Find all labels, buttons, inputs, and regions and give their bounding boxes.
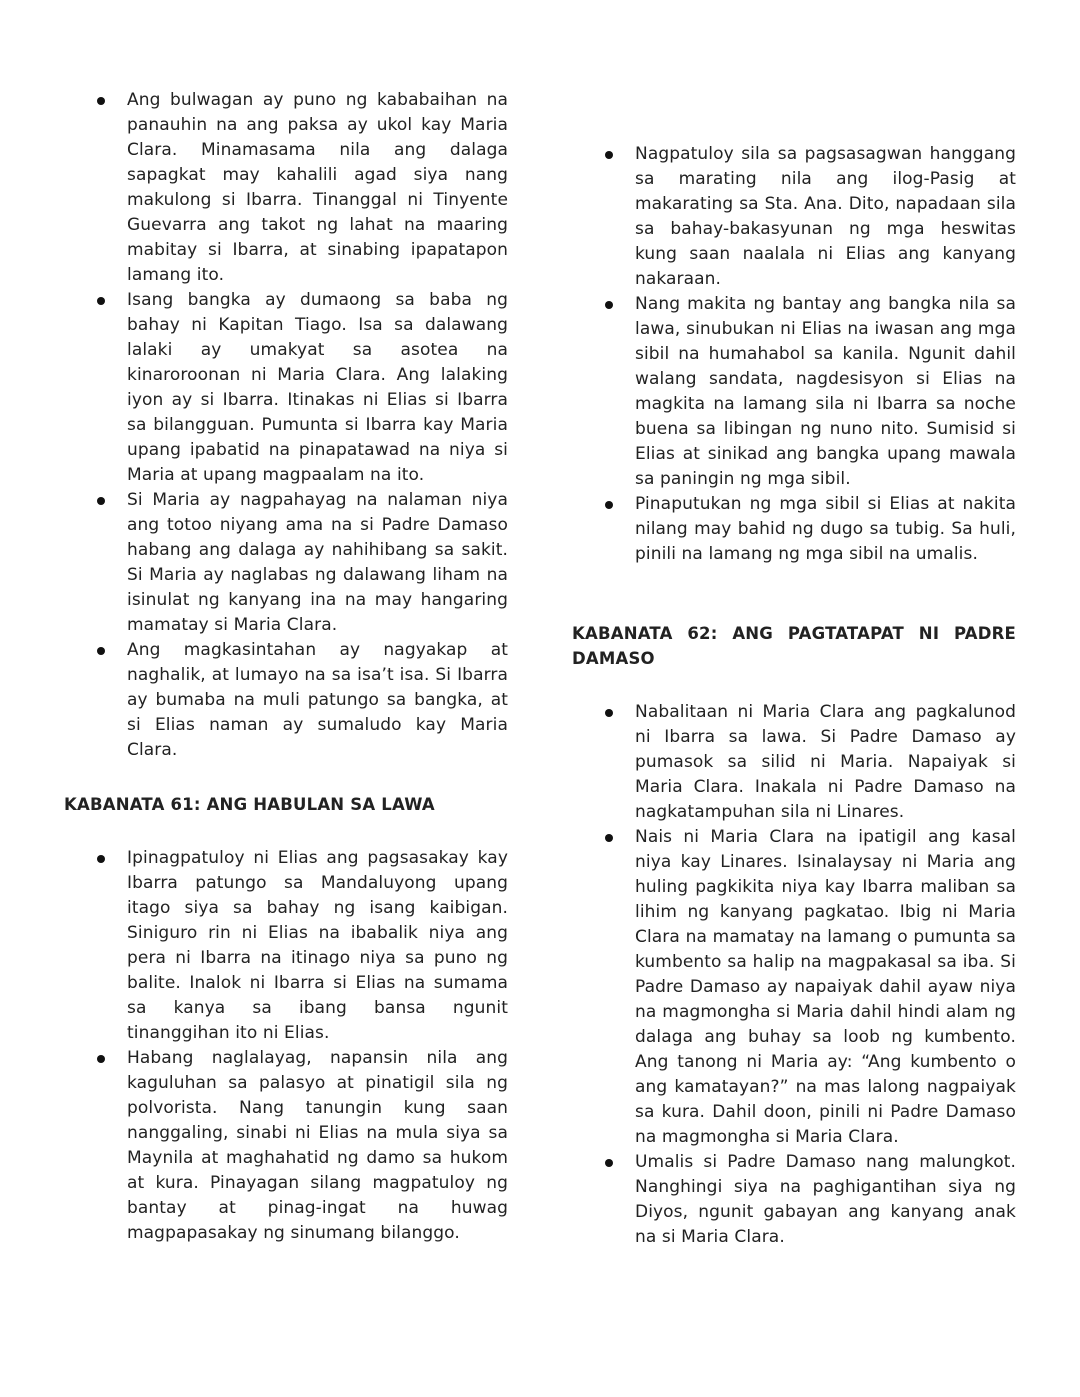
chapter-61-continued-bullet-list xyxy=(572,142,1016,567)
bullet-dot-icon xyxy=(97,1055,105,1063)
list-item xyxy=(64,846,508,1046)
list-item xyxy=(64,288,508,488)
chapter-62-heading: KABANATA 62: ANG PAGTATAPAT NI PADRE DAMASO xyxy=(572,624,1016,668)
list-item xyxy=(572,825,1016,1150)
bullet-dot-icon xyxy=(97,297,105,305)
bullet-dot-icon xyxy=(605,501,613,509)
bullet-dot-icon xyxy=(605,1159,613,1167)
list-item xyxy=(572,142,1016,292)
bullet-dot-icon xyxy=(97,97,105,105)
list-item-text: Umalis si Padre Damaso nang malungkot. Nanghingi siya na paghigantihan siya ng Diyos, ngunit gabayan ang kanyang anak na si Maria Clara. xyxy=(635,1152,1016,1247)
list-item xyxy=(572,492,1016,567)
list-item-text: Ipinagpatuloy ni Elias ang pagsasakay kay Ibarra patungo sa Mandaluyong upang itago siya sa bahay ng isang kaibigan. Siniguro rin ni Elias na ibabalik niya ang pera ni Ibarra na itinago niya sa puno ng balite. Inalok ni Ibarra si Elias na sumama sa kanya sa ibang bansa ngunit tinanggihan ito ni Elias. xyxy=(127,848,508,1043)
list-item xyxy=(572,292,1016,492)
list-item-text: Nagpatuloy sila sa pagsasagwan hanggang sa marating nila ang ilog-Pasig at makarating sa Sta. Ana. Dito, napadaan sila sa bahay-bakasyunan ng mga heswitas kung saan naalala ni Elias ang kanyang nakaraan. xyxy=(635,144,1016,289)
bullet-dot-icon xyxy=(605,301,613,309)
list-item-text: Nais ni Maria Clara na ipatigil ang kasal niya kay Linares. Isinalaysay ni Maria ang huling pagkikita niya kay Ibarra maliban sa lihim ng kanyang pagkatao. Ibig ni Maria Clara na mamatay na lamang o pumunta sa kumbento sa halip na magpakasal sa iba. Si Padre Damaso ay napaiyak dahil ayaw niya na magmongha si Maria dahil hindi alam ng dalaga ang buhay sa loob ng kumbento. Ang tanong ni Maria ay: “Ang kumbento o ang kamatayan?” na mas lalong nagpaiyak sa kura. Dahil doon, pinili ni Padre Damaso na magmongha si Maria Clara. xyxy=(635,827,1016,1147)
list-item-text: Nabalitaan ni Maria Clara ang pagkalunod ni Ibarra sa lawa. Si Padre Damaso ay pumasok sa silid ni Maria. Napaiyak si Maria Clara. Inakala ni Padre Damaso na nagkatampuhan sila ni Linares. xyxy=(635,702,1016,822)
chapter-61-bullet-list xyxy=(64,846,508,1246)
bullet-dot-icon xyxy=(605,151,613,159)
bullet-dot-icon xyxy=(605,834,613,842)
bullet-dot-icon xyxy=(97,855,105,863)
bullet-dot-icon xyxy=(97,497,105,505)
chapter-61-heading: KABANATA 61: ANG HABULAN SA LAWA xyxy=(64,795,435,814)
list-item xyxy=(572,700,1016,825)
left-column xyxy=(64,88,508,1246)
bullet-dot-icon xyxy=(97,647,105,655)
list-item-text: Nang makita ng bantay ang bangka nila sa lawa, sinubukan ni Elias na iwasan ang mga sibil na humahabol sa kanila. Ngunit dahil walang sandata, nagdesisyon si Elias na magkita na lamang sila ni Ibarra sa noche buena sa libingan ng nuno nito. Sumisid si Elias at sinikad ang bangka upang mawala sa paningin ng mga sibil. xyxy=(635,294,1016,489)
right-column xyxy=(572,142,1016,1250)
list-item xyxy=(64,638,508,763)
list-item xyxy=(64,1046,508,1246)
list-item-text: Ang magkasintahan ay nagyakap at naghalik, at lumayo na sa isa’t isa. Si Ibarra ay bumaba na muli patungo sa bangka, at si Elias naman ay sumaludo kay Maria Clara. xyxy=(127,640,508,760)
list-item xyxy=(64,88,508,288)
list-item xyxy=(64,488,508,638)
list-item-text: Ang bulwagan ay puno ng kababaihan na panauhin na ang paksa ay ukol kay Maria Clara. Minamasama nila ang dalaga sapagkat may kahalili agad siya nang makulong si Ibarra. Tinanggal ni Tinyente Guevarra ang takot ng lahat na maaring mabitay si Ibarra, at sinabing ipapatapon lamang ito. xyxy=(127,90,508,285)
list-item-text: Isang bangka ay dumaong sa baba ng bahay ni Kapitan Tiago. Isa sa dalawang lalaki ay umakyat sa asotea na kinaroroonan ni Maria Clara. Ang lalaking iyon ay si Ibarra. Itinakas ni Elias si Ibarra sa bilangguan. Pumunta si Ibarra kay Maria upang ipabatid na pinapatawad na niya si Maria at upang magpaalam na ito. xyxy=(127,290,508,485)
list-item-text: Si Maria ay nagpahayag na nalaman niya ang totoo niyang ama na si Padre Damaso habang ang dalaga ay nahihibang sa sakit. Si Maria ay naglabas ng dalawang liham na isinulat ng kanyang ina na may hangaring mamatay si Maria Clara. xyxy=(127,490,508,635)
chapter-60-bullet-list xyxy=(64,88,508,763)
list-item-text: Pinaputukan ng mga sibil si Elias at nakita nilang may bahid ng dugo sa tubig. Sa huli, pinili na lamang ng mga sibil na umalis. xyxy=(635,494,1016,564)
list-item-text: Habang naglalayag, napansin nila ang kaguluhan sa palasyo at pinatigil sila ng polvorista. Nang tanungin kung saan nanggaling, sinabi ni Elias na mula siya sa Maynila at maghahatid ng damo sa hukom at kura. Pinayagan silang magpatuloy ng bantay at pinag-ingat na huwag magpapasakay ng sinumang bilanggo. xyxy=(127,1048,508,1243)
bullet-dot-icon xyxy=(605,709,613,717)
chapter-62-bullet-list xyxy=(572,700,1016,1250)
list-item xyxy=(572,1150,1016,1250)
